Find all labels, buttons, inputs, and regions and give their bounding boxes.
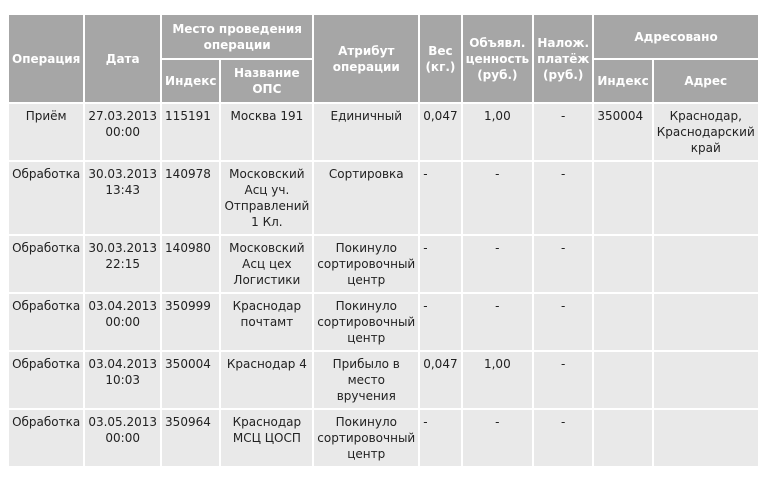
cell-addr-index xyxy=(594,236,651,292)
table-row xyxy=(9,352,758,408)
cell-cod: - xyxy=(534,410,592,466)
table-body xyxy=(9,104,758,466)
cell-declared-value: - xyxy=(463,162,533,234)
cell-date: 03.04.2013 10:03 xyxy=(85,352,160,408)
header-place: Место проведения операции xyxy=(162,15,312,58)
cell-operation: Обработка xyxy=(9,162,83,234)
cell-address: Краснодар, Краснодарский край xyxy=(654,104,758,160)
table-row xyxy=(9,236,758,292)
header-ops-name: Название ОПС xyxy=(221,60,312,102)
table-row xyxy=(9,410,758,466)
table-row xyxy=(9,104,758,160)
cell-addr-index xyxy=(594,162,651,234)
cell-cod: - xyxy=(534,104,592,160)
cell-declared-value: - xyxy=(463,294,533,350)
table-row xyxy=(9,162,758,234)
cell-operation: Обработка xyxy=(9,294,83,350)
cell-declared-value: 1,00 xyxy=(463,352,533,408)
cell-date: 27.03.2013 00:00 xyxy=(85,104,160,160)
tracking-table xyxy=(7,13,760,468)
cell-declared-value: 1,00 xyxy=(463,104,533,160)
cell-cod: - xyxy=(534,352,592,408)
cell-index: 350964 xyxy=(162,410,219,466)
cell-index: 140980 xyxy=(162,236,219,292)
cell-ops-name: Московский Асц уч. Отправлений 1 Кл. xyxy=(221,162,312,234)
cell-cod: - xyxy=(534,162,592,234)
cell-address xyxy=(654,410,758,466)
cell-operation: Обработка xyxy=(9,410,83,466)
table-header xyxy=(9,15,758,102)
cell-operation: Обработка xyxy=(9,352,83,408)
cell-operation: Обработка xyxy=(9,236,83,292)
header-date: Дата xyxy=(85,15,160,102)
cell-address xyxy=(654,236,758,292)
cell-index: 350999 xyxy=(162,294,219,350)
cell-attribute: Единичный xyxy=(314,104,418,160)
header-addr-index: Индекс xyxy=(594,60,651,102)
cell-weight: - xyxy=(420,410,460,466)
table-row xyxy=(9,294,758,350)
header-cod: Налож. платёж (руб.) xyxy=(534,15,592,102)
cell-ops-name: Москва 191 xyxy=(221,104,312,160)
cell-date: 03.05.2013 00:00 xyxy=(85,410,160,466)
cell-addr-index xyxy=(594,410,651,466)
cell-ops-name: Краснодар 4 xyxy=(221,352,312,408)
header-addressed: Адресовано xyxy=(594,15,757,58)
cell-weight: 0,047 xyxy=(420,104,460,160)
cell-declared-value: - xyxy=(463,410,533,466)
cell-index: 115191 xyxy=(162,104,219,160)
header-declared-value: Объявл. ценность (руб.) xyxy=(463,15,533,102)
cell-cod: - xyxy=(534,236,592,292)
cell-date: 30.03.2013 13:43 xyxy=(85,162,160,234)
header-attribute: Атрибут операции xyxy=(314,15,418,102)
cell-index: 350004 xyxy=(162,352,219,408)
cell-address xyxy=(654,352,758,408)
cell-cod: - xyxy=(534,294,592,350)
cell-date: 30.03.2013 22:15 xyxy=(85,236,160,292)
cell-declared-value: - xyxy=(463,236,533,292)
cell-attribute: Прибыло в место вручения xyxy=(314,352,418,408)
cell-date: 03.04.2013 00:00 xyxy=(85,294,160,350)
cell-address xyxy=(654,294,758,350)
cell-weight: - xyxy=(420,294,460,350)
cell-weight: - xyxy=(420,162,460,234)
cell-addr-index: 350004 xyxy=(594,104,651,160)
cell-ops-name: Краснодар МСЦ ЦОСП xyxy=(221,410,312,466)
cell-ops-name: Московский Асц цех Логистики xyxy=(221,236,312,292)
cell-operation: Приём xyxy=(9,104,83,160)
cell-attribute: Покинуло сортировочный центр xyxy=(314,410,418,466)
cell-attribute: Сортировка xyxy=(314,162,418,234)
header-index: Индекс xyxy=(162,60,219,102)
cell-attribute: Покинуло сортировочный центр xyxy=(314,236,418,292)
cell-index: 140978 xyxy=(162,162,219,234)
header-address: Адрес xyxy=(654,60,758,102)
header-operation: Операция xyxy=(9,15,83,102)
cell-attribute: Покинуло сортировочный центр xyxy=(314,294,418,350)
tracking-table-container xyxy=(7,13,760,468)
header-weight: Вес (кг.) xyxy=(420,15,460,102)
cell-addr-index xyxy=(594,352,651,408)
cell-weight: - xyxy=(420,236,460,292)
cell-address xyxy=(654,162,758,234)
cell-weight: 0,047 xyxy=(420,352,460,408)
cell-addr-index xyxy=(594,294,651,350)
cell-ops-name: Краснодар почтамт xyxy=(221,294,312,350)
